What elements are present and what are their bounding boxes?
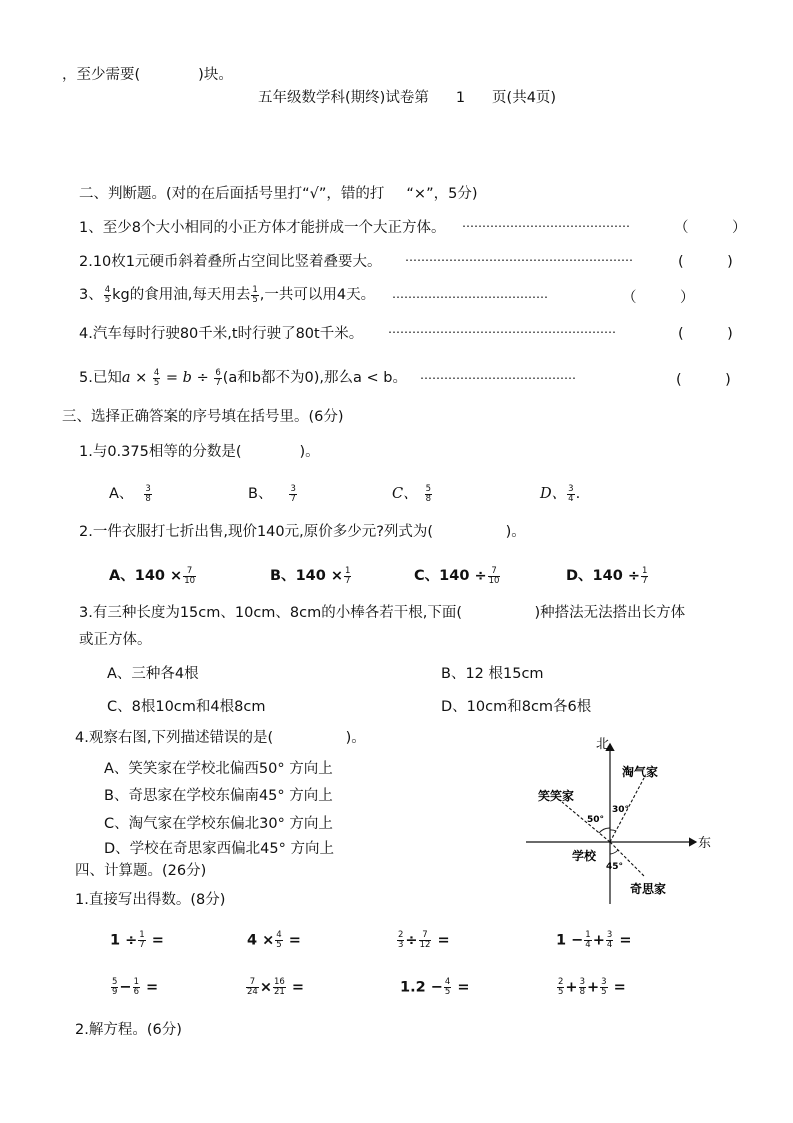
fraction — [600, 978, 607, 997]
section-2-title-a: 二、判断题。(对的在后面括号里打“√”，错的打 — [79, 186, 385, 202]
fraction — [138, 931, 145, 950]
calc-row2-item4 — [556, 978, 626, 997]
equals: = — [141, 979, 159, 996]
choice-q3-option-c[interactable]: C、8根10cm和4根8cm — [107, 699, 266, 715]
judge-q3-text-a: kg的食用油,每天用去 — [112, 287, 251, 303]
fraction — [444, 978, 451, 997]
judge-q4 — [79, 322, 363, 343]
option-expr: 140 ÷ — [439, 568, 487, 584]
choice-q3-option-a[interactable]: A、三种各4根 — [107, 666, 199, 682]
denominator: 5 — [601, 987, 607, 997]
judge-q3-text-b: ,一共可以用4天。 — [259, 287, 376, 303]
choice-q3-stem-line2: 或正方体。 — [79, 632, 152, 648]
denominator: 3 — [398, 940, 404, 950]
judge-q3-answer-blank[interactable]: （ ） — [622, 290, 695, 306]
equals: = — [432, 932, 450, 949]
angle-arc-45 — [610, 850, 618, 854]
fraction — [344, 567, 351, 586]
numerator: 7 — [419, 931, 432, 941]
judge-q5-prefix: 5.已知 — [79, 370, 122, 386]
times-sign: × — [130, 370, 152, 386]
calc-row2-item3 — [400, 978, 470, 997]
judge-q2-dots: ………………………………………………… — [405, 250, 633, 264]
calc-row1-item2 — [247, 931, 301, 950]
expr-part: 1.2 − — [400, 979, 443, 996]
fraction — [275, 931, 282, 950]
var-b: b — [182, 370, 192, 386]
judge-q1 — [79, 216, 445, 237]
judge-q1-dots: …………………………………… — [462, 216, 630, 230]
numerator: 3 — [601, 977, 607, 987]
equals: = — [608, 979, 626, 996]
operator: + — [565, 979, 578, 996]
judge-q4-text: 4.汽车每时行驶80千米,t时行驶了80t千米。 — [79, 326, 364, 342]
calc-row1-item4 — [556, 931, 632, 950]
choice-q4-stem: 4.观察右图,下列描述错误的是( )。 — [75, 730, 366, 746]
section-2-title-b: “×”，5分) — [406, 186, 478, 202]
numerator: 2 — [558, 977, 564, 987]
numerator: 1 — [139, 930, 145, 940]
numerator: 3 — [568, 483, 574, 494]
denominator: 24 — [247, 987, 258, 997]
fraction — [606, 931, 613, 950]
denominator: 7 — [139, 940, 145, 950]
numerator: 1 — [133, 977, 139, 987]
choice-q1-option-d[interactable] — [540, 482, 580, 504]
denominator: 10 — [488, 575, 500, 586]
denominator: 4 — [568, 493, 574, 504]
numerator: 1 — [252, 284, 258, 295]
judge-q5-dots: ………………………………… — [420, 368, 576, 382]
denominator: 5 — [104, 294, 111, 305]
option-label: D、 — [566, 568, 593, 584]
previous-question-fragment: ，至少需要( )块。 — [62, 67, 233, 83]
fraction — [419, 931, 432, 950]
equals: = — [452, 979, 470, 996]
fraction — [104, 286, 111, 305]
denominator: 7 — [642, 575, 648, 586]
angle-45-label: 45° — [606, 862, 624, 872]
angle-50-label: 50° — [587, 815, 605, 825]
expr-part: 1 − — [556, 932, 584, 949]
option-label: D、 — [540, 486, 567, 502]
judge-q1-answer-blank[interactable]: （ ） — [674, 220, 747, 236]
choice-q2-option-b[interactable] — [270, 564, 352, 586]
option-tail: . — [575, 486, 581, 502]
choice-q2-option-c[interactable] — [414, 564, 501, 586]
operator: − — [119, 979, 132, 996]
denominator: 5 — [276, 940, 282, 950]
section-2-title — [79, 182, 477, 203]
denominator: 5 — [558, 987, 564, 997]
denominator: 4 — [585, 940, 591, 950]
taoqi-label: 淘气家 — [622, 765, 659, 779]
fraction — [111, 978, 118, 997]
option-label: A、 — [109, 568, 135, 584]
option-expr: 140 × — [134, 568, 183, 584]
denominator: 8 — [145, 493, 151, 504]
judge-q5-text: (a和b都不为0),那么a < b。 — [222, 370, 407, 386]
equals-sign: = — [161, 370, 183, 386]
denominator: 5 — [252, 294, 258, 305]
numerator: 3 — [606, 930, 613, 940]
fraction — [153, 369, 160, 388]
choice-q4-option-d[interactable]: D、学校在奇思家西偏北45° 方向上 — [104, 841, 334, 857]
numerator: 1 — [345, 565, 351, 576]
footer-prefix: 五年级数学科(期终)试卷第 — [258, 90, 429, 106]
judge-q4-answer-blank[interactable]: ( ) — [678, 326, 733, 342]
numerator: 1 — [642, 565, 648, 576]
judge-q5-answer-blank[interactable]: ( ) — [676, 372, 731, 388]
judge-q2-text: 2.10枚1元硬币斜着叠所占空间比竖着叠要大。 — [79, 254, 382, 270]
equals: = — [146, 932, 164, 949]
fraction — [144, 485, 151, 504]
equals: = — [614, 932, 632, 949]
angle-arc-50 — [599, 828, 610, 833]
calc-row1-item1 — [110, 931, 164, 950]
fraction — [567, 485, 574, 504]
denominator: 9 — [112, 987, 118, 997]
judge-q1-text: 1、至少8个大小相同的小正方体才能拼成一个大正方体。 — [79, 220, 446, 236]
numerator: 4 — [276, 930, 282, 940]
fraction — [289, 485, 296, 504]
option-label: B、 — [248, 486, 273, 502]
calc-row2-item1 — [110, 978, 158, 997]
judge-q5 — [79, 366, 407, 388]
choice-q1-option-b[interactable] — [248, 482, 298, 504]
numerator: 4 — [153, 367, 160, 378]
fraction — [425, 485, 432, 504]
judge-q3-num: 3、 — [79, 287, 103, 303]
fraction — [183, 567, 196, 586]
choice-q3-stem-line1: 3.有三种长度为15cm、10cm、8cm的小棒各若干根,下面( )种搭法无法搭出长方体 — [79, 605, 686, 621]
fraction — [488, 567, 501, 586]
option-label: B、 — [270, 568, 296, 584]
numerator: 5 — [112, 977, 118, 987]
qisi-label: 奇思家 — [630, 882, 667, 896]
operator: × — [259, 979, 272, 996]
fraction — [397, 931, 404, 950]
fraction — [246, 978, 259, 997]
xiaoxiao-label: 笑笑家 — [538, 789, 575, 803]
option-label: C、 — [392, 486, 418, 502]
choice-q3-option-d[interactable]: D、10cm和8cm各6根 — [441, 699, 592, 715]
calc-q2-title: 2.解方程。(6分) — [75, 1022, 182, 1038]
option-label: C、 — [414, 568, 440, 584]
option-expr: 140 ÷ — [592, 568, 641, 584]
numerator: 2 — [398, 930, 404, 940]
denominator: 5 — [444, 987, 451, 997]
choice-q1-option-c[interactable] — [392, 482, 433, 504]
choice-q4-option-c[interactable]: C、淘气家在学校东偏北30° 方向上 — [104, 816, 333, 832]
section-3-title: 三、选择正确答案的序号填在括号里。(6分) — [62, 409, 344, 425]
denominator: 6 — [133, 987, 139, 997]
divide-sign: ÷ — [191, 370, 214, 386]
expr-part: 4 × — [247, 932, 275, 949]
numerator: 4 — [444, 977, 451, 987]
denominator: 7 — [290, 493, 296, 504]
var-a: a — [121, 370, 131, 386]
denominator: 5 — [153, 377, 160, 388]
section-4-title: 四、计算题。(26分) — [75, 863, 207, 879]
operator: + — [587, 979, 600, 996]
expr-part: 1 ÷ — [110, 932, 138, 949]
choice-q2-option-d[interactable] — [566, 564, 649, 586]
equals: = — [283, 932, 301, 949]
choice-q1-stem: 1.与0.375相等的分数是( )。 — [79, 444, 320, 460]
denominator: 4 — [606, 940, 613, 950]
numerator: 7 — [246, 978, 259, 988]
fraction — [273, 978, 286, 997]
calc-row1-item3 — [396, 931, 450, 950]
choice-q2-stem: 2.一件衣服打七折出售,现价140元,原价多少元?列式为( )。 — [79, 524, 526, 540]
judge-q4-dots: ………………………………………………… — [388, 322, 616, 336]
page-footer — [258, 86, 556, 107]
operator: ÷ — [405, 932, 418, 949]
denominator: 12 — [419, 940, 431, 950]
footer-suffix: 页(共4页) — [492, 90, 557, 106]
calc-q1-title: 1.直接写出得数。(8分) — [75, 892, 226, 908]
angle-30-label: 30° — [612, 805, 630, 815]
direction-diagram — [520, 732, 720, 907]
numerator: 1 — [585, 930, 591, 940]
numerator: 3 — [579, 977, 585, 987]
denominator: 7 — [345, 575, 351, 586]
numerator: 4 — [104, 284, 111, 295]
fraction — [133, 978, 140, 997]
numerator: 16 — [273, 977, 285, 987]
choice-q3-option-b[interactable]: B、12 根15cm — [441, 666, 544, 682]
numerator: 6 — [215, 367, 221, 378]
denominator: 8 — [579, 987, 585, 997]
choice-q1-option-a[interactable] — [109, 482, 153, 504]
judge-q3 — [79, 283, 375, 305]
option-expr: 140 × — [295, 568, 344, 584]
north-label: 北 — [596, 737, 610, 752]
east-label: 东 — [698, 836, 712, 851]
school-label: 学校 — [572, 849, 597, 863]
choice-q4-option-a[interactable]: A、笑笑家在学校北偏西50° 方向上 — [104, 761, 333, 777]
fraction — [251, 286, 258, 305]
choice-q2-option-a[interactable] — [109, 564, 197, 586]
denominator: 21 — [273, 987, 285, 997]
equals: = — [286, 979, 305, 996]
numerator: 7 — [183, 567, 196, 577]
fraction — [557, 978, 564, 997]
judge-q3-dots: ………………………………… — [392, 287, 548, 301]
fraction — [579, 978, 586, 997]
fraction — [214, 369, 221, 388]
footer-page-number: 1 — [455, 90, 466, 106]
calc-row2-item2 — [245, 978, 304, 997]
option-label: A、 — [109, 486, 134, 502]
numerator: 5 — [425, 483, 432, 494]
judge-q2-answer-blank[interactable]: ( ) — [678, 254, 733, 270]
fraction — [584, 931, 591, 950]
fraction — [641, 567, 648, 586]
denominator: 10 — [184, 575, 196, 586]
operator: + — [592, 932, 605, 949]
numerator: 7 — [488, 567, 501, 577]
choice-q4-option-b[interactable]: B、奇思家在学校东偏南45° 方向上 — [104, 788, 333, 804]
numerator: 3 — [290, 483, 296, 494]
judge-q2 — [79, 250, 382, 271]
denominator: 7 — [215, 377, 221, 388]
denominator: 8 — [425, 493, 432, 504]
angle-arc-30 — [610, 830, 616, 831]
numerator: 3 — [145, 483, 151, 494]
